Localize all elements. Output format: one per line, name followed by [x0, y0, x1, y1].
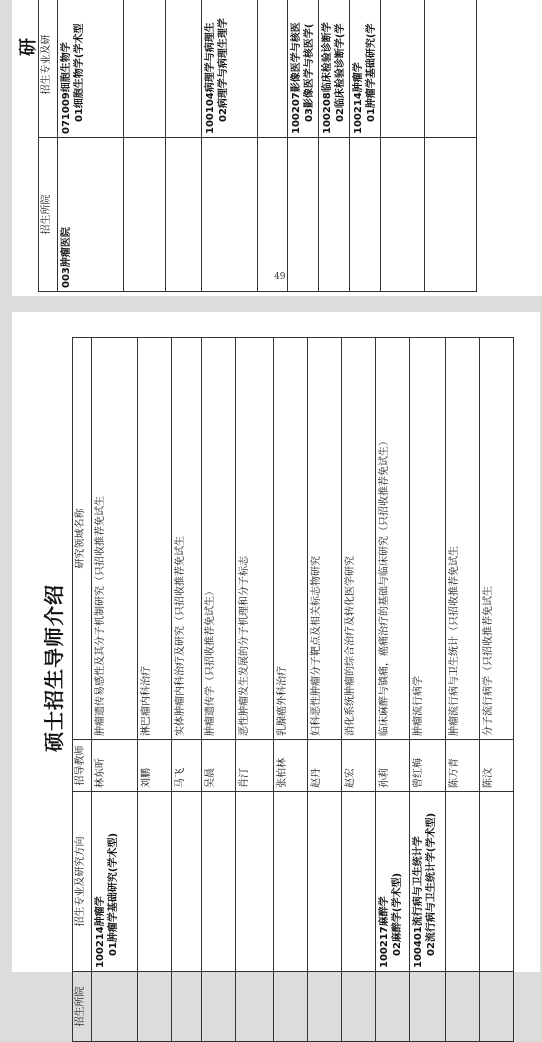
table-row	[92, 338, 138, 1042]
cell-field: 消化系统肿瘤的综合治疗及转化医学研究	[342, 338, 376, 740]
cell-field: 妇科恶性肿瘤分子靶点及相关标志物研究	[308, 338, 342, 740]
table-row	[166, 0, 202, 292]
cell-major: 100214肿瘤学 01肿瘤学基础研究(学	[350, 0, 381, 138]
cell-major: 100208临床检验诊断学 02临床检验诊断学(学	[319, 0, 350, 138]
cell-tutor: 马飞	[172, 740, 202, 792]
cell-major: 100104病理学与病理生 02病理学与病理生理学	[202, 0, 258, 138]
cell-major: 100217麻醉学 02麻醉学(学术型)	[376, 792, 410, 972]
cell-major: 100401流行病与卫生统计学 02流行病与卫生统计学(学术型)	[410, 792, 446, 972]
table-row	[138, 338, 172, 1042]
cell-field: 肿瘤遗传学（只招收推荐免试生）	[202, 338, 236, 740]
table-row	[202, 0, 258, 292]
cell-field: 实体肿瘤内科治疗及研究（只招收推荐免试生	[172, 338, 202, 740]
cell-institute: 003肿瘤医院	[58, 138, 124, 292]
table-row	[425, 0, 477, 292]
cell-field: 肿瘤流行病与卫生统计（只招收推荐免试生	[446, 338, 480, 740]
page-title-fragment: 研	[18, 38, 39, 56]
cell-tutor: 张柏林	[274, 740, 308, 792]
table-row	[342, 338, 376, 1042]
cell-major: 071009细胞生物学 01细胞生物学(学术型	[58, 0, 124, 138]
cell-tutor: 吴晨	[202, 740, 236, 792]
table-header-row	[73, 338, 92, 1042]
table-row	[288, 0, 319, 292]
table-row	[350, 0, 381, 292]
cell-tutor: 陈汶	[480, 740, 514, 792]
cell-field: 肿瘤流行病学	[410, 338, 446, 740]
cell-tutor: 肖汀	[236, 740, 274, 792]
header-major: 招生专业及研究方向	[73, 792, 92, 972]
header-institute: 招生所院	[39, 138, 58, 292]
table-row	[202, 338, 236, 1042]
cell-field: 淋巴瘤内科治疗	[138, 338, 172, 740]
table-row	[236, 338, 274, 1042]
header-institute: 招生所院	[73, 972, 92, 1042]
cell-tutor: 孙莉	[376, 740, 410, 792]
table-row	[58, 0, 124, 292]
table-row	[381, 0, 425, 292]
cell-major: 100214肿瘤学 01肿瘤学基础研究(学术型)	[92, 792, 138, 972]
cell-field: 临床麻醉与镇痛，癌痛治疗的基础与临床研究（只招收推荐免试生）	[376, 338, 410, 740]
table-row	[410, 338, 446, 1042]
table-row	[258, 0, 288, 292]
cell-tutor: 陈万青	[446, 740, 480, 792]
table-row	[319, 0, 350, 292]
cell-field: 分子流行病学（只招收推荐免试生	[480, 338, 514, 740]
page-49	[12, 0, 542, 296]
cell-field: 肿瘤遗传易感性及其分子机制研究（只招收推荐免试生	[92, 338, 138, 740]
tutor-table-top	[38, 0, 477, 292]
page-49-rotated-content	[12, 0, 542, 296]
table-row	[124, 0, 166, 292]
table-row	[274, 338, 308, 1042]
cell-tutor: 刘鹏	[138, 740, 172, 792]
page-50-rotated-content	[12, 312, 540, 1027]
tutor-table-bottom	[72, 337, 514, 1042]
table-row	[480, 338, 514, 1042]
table-row	[172, 338, 202, 1042]
cell-tutor: 赵宏	[342, 740, 376, 792]
header-field: 研究领域名称	[73, 338, 92, 740]
table-row	[308, 338, 342, 1042]
table-row	[376, 338, 410, 1042]
header-major: 招生专业及研	[39, 0, 58, 138]
page-title: 硕士招生导师介绍	[42, 584, 66, 752]
cell-field: 恶性肿瘤发生发展的分子机理和分子标志	[236, 338, 274, 740]
cell-tutor: 曾红梅	[410, 740, 446, 792]
cell-field: 乳腺癌外科治疗	[274, 338, 308, 740]
cell-tutor: 林东昕	[92, 740, 138, 792]
header-tutor: 招导教师	[73, 740, 92, 792]
page-50	[12, 312, 540, 1027]
table-row	[446, 338, 480, 1042]
cell-tutor: 赵丹	[308, 740, 342, 792]
cell-major: 100207影像医学与核医 03影像医学与核医学(	[288, 0, 319, 138]
page-number: 49	[274, 272, 286, 282]
table-header-row	[39, 0, 58, 292]
